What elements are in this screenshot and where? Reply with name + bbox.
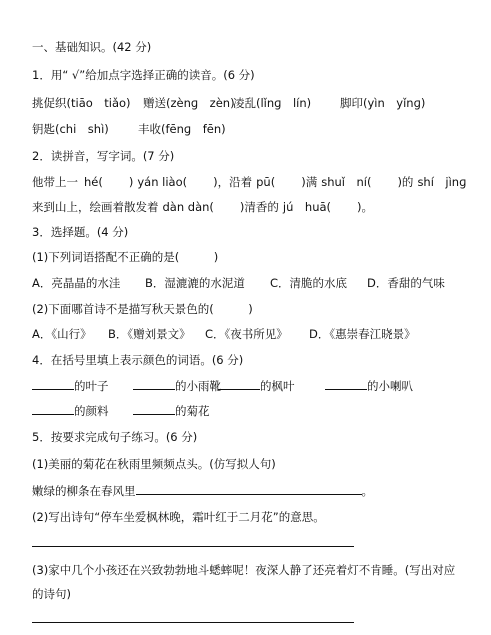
answer-blank[interactable] [218, 378, 260, 390]
question-3-title: 3．选择题。(4 分) [32, 225, 129, 239]
q2-text: )满 [301, 175, 318, 189]
color-blank-item [133, 403, 210, 419]
question-2-title: 2．读拼音，写字词。(7 分) [32, 149, 175, 163]
q2-line-1 [32, 174, 466, 190]
blank-label: 的菊花 [175, 404, 210, 418]
q3-option-b: B．《赠刘景文》 [108, 327, 191, 341]
section-title: 一、基础知识。(42 分) [32, 40, 152, 54]
q1-item-1: 挑促织(tiāo tiǎo) [32, 96, 131, 110]
answer-blank[interactable] [325, 378, 367, 390]
question-5-title: 5．按要求完成句子练习。(6 分) [32, 430, 198, 444]
pinyin: jú huā( [282, 200, 332, 214]
blank-label: 的颜料 [74, 404, 109, 418]
q3-sub-1: (1)下列词语搭配不正确的是( ) [32, 250, 219, 264]
color-blank-item [133, 378, 221, 394]
q3-option-d: D．《惠崇春江晓景》 [309, 327, 416, 341]
q5-sub-2: (2)写出诗句“停车坐爱枫林晚，霜叶红于二月花”的意思。 [32, 510, 325, 524]
pinyin: shí jìnɡ [417, 175, 467, 189]
pinyin: hé( [84, 175, 103, 189]
q2-line-2 [32, 199, 373, 215]
q2-text: 来到山上，绘画着散发着 [32, 200, 159, 214]
q1-item-6: 丰收(fēnɡ fēn) [138, 122, 226, 136]
pinyin: dàn dàn( [162, 200, 214, 214]
answer-blank[interactable] [32, 378, 74, 390]
color-blank-item [32, 403, 109, 419]
q2-text: )，沿着 [213, 175, 253, 189]
q3-option-c: C．清脆的水底 [270, 276, 348, 290]
q1-item-5: 钥匙(chi shì) [32, 122, 109, 136]
question-4-title: 4．在括号里填上表示颜色的词语。(6 分) [32, 353, 244, 367]
q5-sub-1-answer [32, 483, 373, 499]
q5-sub-3-line-2: 的诗句) [32, 587, 71, 601]
sentence-end: 。 [361, 484, 373, 498]
q5-sub-1: (1)美丽的菊花在秋雨里频频点头。(仿写拟人句) [32, 457, 276, 471]
answer-line[interactable] [32, 622, 354, 623]
answer-line[interactable] [32, 546, 354, 547]
q3-option-a: A．《山行》 [32, 327, 92, 341]
q2-text: )。 [357, 200, 374, 214]
color-blank-item [218, 378, 295, 394]
q3-option-c: C．《夜书所见》 [205, 327, 288, 341]
sentence-prefix: 嫩绿的柳条在春风里 [32, 484, 136, 498]
q1-item-3: 凌乱(lǐnɡ lín) [233, 96, 312, 110]
question-1-title: 1．用“ √”给加点字选择正确的读音。(6 分) [32, 68, 255, 82]
blank-label: 的小雨靴 [175, 379, 221, 393]
q2-text: )的 [397, 175, 414, 189]
q2-text: 他带上一 [32, 175, 78, 189]
q1-item-4: 脚印(yìn yǐnɡ) [340, 96, 426, 110]
q2-text: ) [128, 175, 134, 189]
q3-sub-2: (2)下面哪首诗不是描写秋天景色的( ) [32, 302, 253, 316]
answer-blank[interactable] [133, 403, 175, 415]
q2-text: )清香的 [239, 200, 279, 214]
answer-blank[interactable] [32, 403, 74, 415]
q5-sub-3-line-1: (3)家中几个小孩还在兴致勃勃地斗蟋蟀呢！夜深人静了还亮着灯不肯睡。(写出对应 [32, 563, 456, 577]
pinyin: pū( [256, 175, 276, 189]
color-blank-item [325, 378, 413, 394]
answer-blank[interactable] [136, 483, 362, 495]
q1-item-2: 赠送(zènɡ zèn) [143, 96, 235, 110]
color-blank-item [32, 378, 109, 394]
blank-label: 的叶子 [74, 379, 109, 393]
q3-option-b: B．湿漉漉的水泥道 [145, 276, 245, 290]
pinyin: yán liào( [137, 175, 188, 189]
q3-option-a: A．亮晶晶的水洼 [32, 276, 121, 290]
answer-blank[interactable] [133, 378, 175, 390]
blank-label: 的枫叶 [260, 379, 295, 393]
blank-label: 的小喇叭 [367, 379, 413, 393]
q3-option-d: D．香甜的气味 [367, 276, 445, 290]
pinyin: shuǐ ní( [321, 175, 372, 189]
